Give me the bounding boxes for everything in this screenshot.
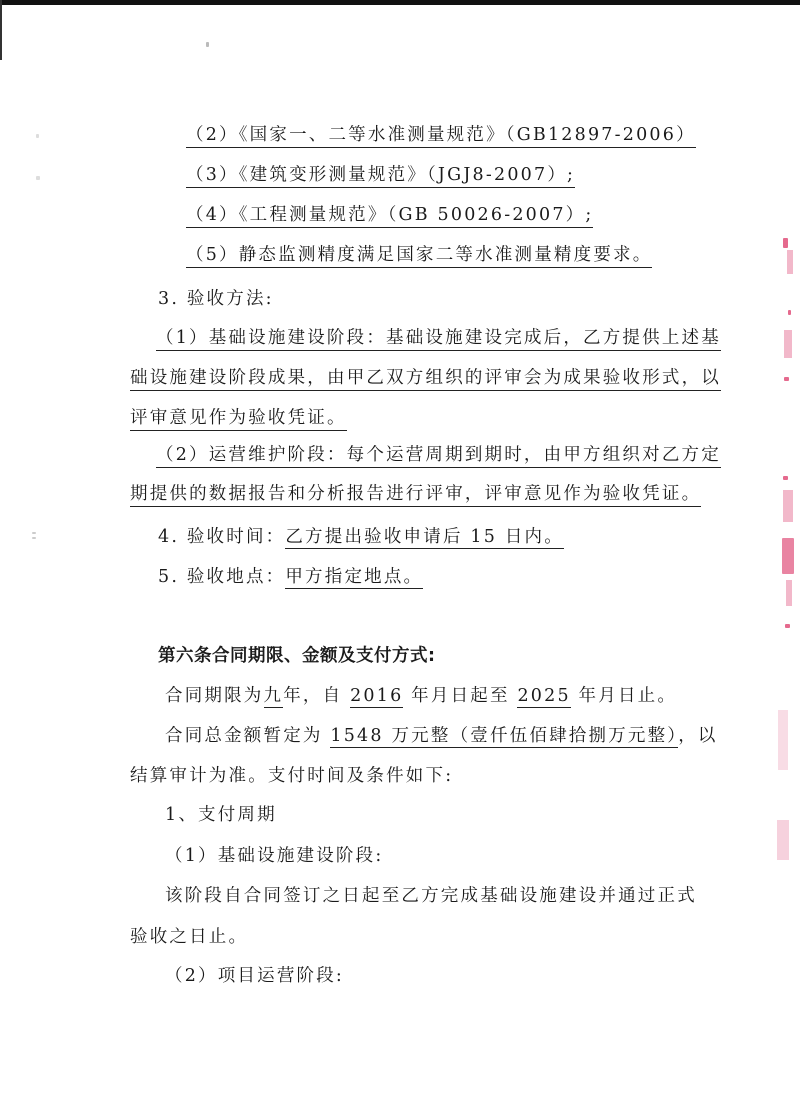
scan-speck [32, 532, 36, 534]
acceptance-time [158, 526, 564, 548]
acceptance-method-item2-line2: 期提供的数据报告和分析报告进行评审，评审意见作为验收凭证。 [130, 483, 701, 507]
acceptance-place-value: 甲方指定地点。 [285, 567, 424, 587]
contract-amount-prefix: 合同总金额暂定为 [165, 726, 331, 746]
contract-amount [165, 725, 718, 747]
phase1-line1: 该阶段自合同签订之日起至乙方完成基础设施建设并通过正式 [165, 886, 697, 906]
standard-item-2: （2）《国家一、二等水准测量规范》（GB12897-2006） [186, 124, 696, 148]
acceptance-method-item1-line3: 评审意见作为验收凭证。 [130, 407, 347, 431]
phase2-heading: （2）项目运营阶段: [165, 966, 345, 986]
contract-start-year: 2016 [350, 686, 404, 706]
acceptance-method-item1-line2: 础设施建设阶段成果，由甲乙双方组织的评审会为成果验收形式，以 [130, 367, 721, 391]
acceptance-method-heading: 3. 验收方法: [158, 289, 274, 309]
contract-term-suffix: 年月日止。 [570, 686, 678, 706]
scan-border-left [0, 0, 2, 60]
contract-term-text: 年月日起至 [403, 686, 518, 706]
acceptance-time-label: 4. 验收时间： [158, 527, 286, 547]
contract-term-text: 年，自 [283, 686, 351, 706]
standard-item-5: （5）静态监测精度满足国家二等水准测量精度要求。 [186, 244, 652, 268]
scan-border-top [0, 0, 800, 5]
contract-amount-suffix: ，以 [678, 726, 718, 746]
scan-speck [36, 134, 39, 138]
contract-term-prefix: 合同期限为 [165, 686, 264, 706]
phase1-heading: （1）基础设施建设阶段: [165, 846, 384, 866]
contract-term [165, 685, 677, 707]
standard-item-4: （4）《工程测量规范》（GB 50026-2007）; [186, 204, 593, 228]
acceptance-place [158, 566, 423, 588]
contract-term-years: 九 [263, 686, 284, 706]
acceptance-place-label: 5. 验收地点： [158, 567, 286, 587]
scan-speck [32, 537, 36, 539]
standard-item-3: （3）《建筑变形测量规范》（JGJ8-2007）; [186, 164, 575, 188]
acceptance-time-value: 乙方提出验收申请后 15 日内。 [285, 527, 564, 547]
acceptance-method-item2-line1: （2）运营维护阶段：每个运营周期到期时，由甲方组织对乙方定 [156, 444, 721, 468]
contract-end-year: 2025 [517, 686, 571, 706]
acceptance-method-item1-line1: （1）基础设施建设阶段：基础设施建设完成后，乙方提供上述基 [156, 327, 721, 351]
article6-heading: 第六条合同期限、金额及支付方式: [158, 646, 436, 666]
phase1-line2: 验收之日止。 [130, 927, 249, 947]
contract-amount-value: 1548 万元整（壹仟伍佰肆拾捌万元整） [330, 726, 679, 746]
contract-amount-line2: 结算审计为准。支付时间及条件如下: [130, 766, 454, 786]
scan-speck [206, 42, 209, 47]
scan-speck [36, 176, 40, 180]
payment-cycle-heading: 1、支付周期 [165, 805, 277, 825]
